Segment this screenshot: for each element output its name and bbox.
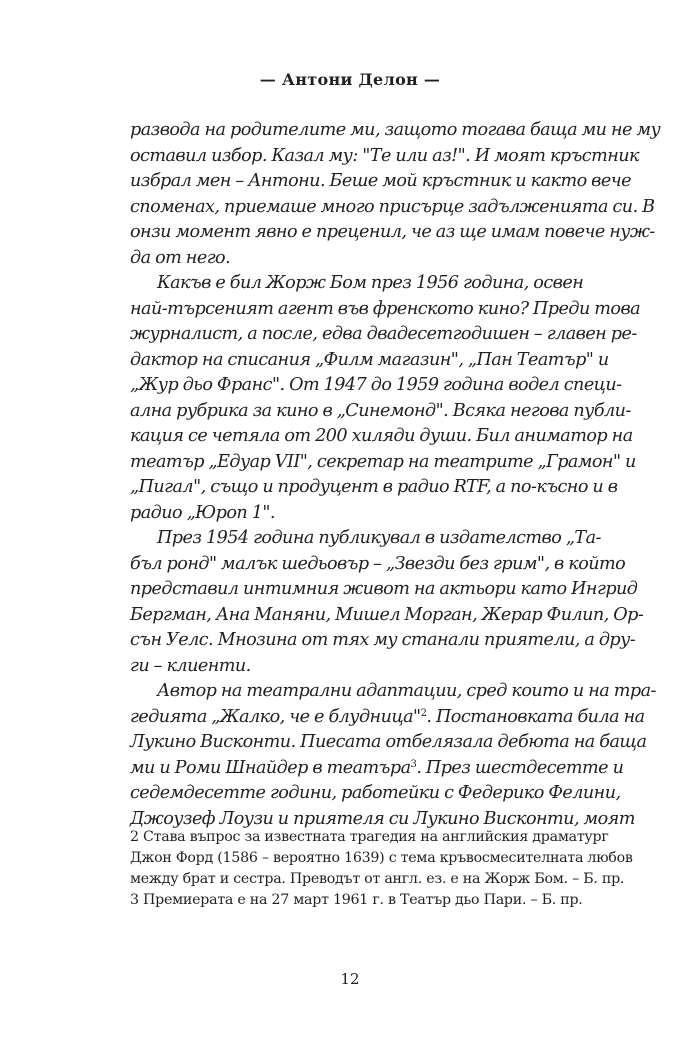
paragraph-start-line <box>130 271 584 297</box>
footnote-line: между брат и сестра. Преводът от англ. ез. е на Жорж Бом. – Б. пр. <box>130 871 625 887</box>
body-line: избрал мен – Антони. Беше мой кръстник и както вече <box>130 171 631 191</box>
body-line-text: Автор на театрални адаптации, сред които и на тра- <box>157 681 656 701</box>
body-text <box>130 118 661 832</box>
footnotes <box>130 827 633 911</box>
body-line: седемдесетте години, работейки с Федерико Фелини, <box>130 783 621 803</box>
body-line-text: . Постановката била на <box>426 706 645 727</box>
body-line: споменах, приемаше много присърце задълженията си. В <box>130 196 655 217</box>
body-line: Джоузеф Лоузи и приятеля си Лукино Висконти, моят <box>130 808 635 829</box>
body-line: театър „Едуар VII", секретар на театрите „Грамон" и <box>130 451 636 472</box>
footnote-line: Джон Форд (1586 – вероятно 1639) с тема кръвосмесителната любов <box>130 850 633 866</box>
body-line: сън Уелс. Мнозина от тях му станали приятели, а дру- <box>130 630 636 650</box>
body-line: кация се четяла от 200 хиляди души. Бил аниматор на <box>130 426 633 446</box>
body-line: да от него. <box>130 247 231 268</box>
body-line: „Пигал", също и продуцент в радио RTF, а по-късно и в <box>130 477 618 497</box>
body-line: дактор на списания „Филм магазин", „Пан Театър" и <box>130 349 609 370</box>
body-line: най-търсеният агент във френското кино? Преди това <box>130 298 641 319</box>
body-line: ги – клиенти. <box>130 655 251 676</box>
body-line: журналист, а после, едва двадесетгодишен – главен ре- <box>130 324 637 344</box>
page-number: 12 <box>340 970 360 988</box>
body-line-with-footnote <box>130 756 624 782</box>
body-line: „Жур дьо Франс". От 1947 до 1959 година водел специ- <box>130 375 622 395</box>
body-line: радио „Юроп 1". <box>130 502 275 523</box>
footnote-line: 3 Премиерата е на 27 март 1961 г. в Театър дьо Пари. – Б. пр. <box>130 892 583 908</box>
body-line: онзи момент явно е преценил, че аз ще имам повече нуж- <box>130 222 655 242</box>
body-line: ална рубрика за кино в „Синемонд". Всяка негова публи- <box>130 400 631 421</box>
body-line: развода на родителите ми, защото тогава баща ми не му <box>130 120 661 140</box>
footnote-ref-2[interactable]: 2 <box>420 707 427 719</box>
body-line-text: . През шестдесетте и <box>416 757 624 778</box>
body-line: Бергман, Ана Маняни, Мишел Морган, Жерар Филип, Ор- <box>130 604 644 625</box>
footnote-ref-3[interactable]: 3 <box>410 758 417 770</box>
footnote-line: 2 Става въпрос за известната трагедия на английския драматург <box>130 829 609 845</box>
body-line-text: През 1954 година публикувал в издателство „Та- <box>157 528 601 548</box>
running-head: — Антони Делон — <box>259 70 441 89</box>
body-line-text: гедията „Жалко, че е блудница" <box>130 706 421 727</box>
paragraph-start-line <box>130 526 601 552</box>
body-line-text: Какъв е бил Жорж Бом през 1956 година, освен <box>157 273 584 293</box>
body-line: оставил избор. Казал му: "Те или аз!". И моят кръстник <box>130 145 640 166</box>
paragraph-start-line <box>130 679 656 705</box>
body-line: Лукино Висконти. Пиесата отбелязала дебюта на баща <box>130 732 647 752</box>
body-line-text: ми и Роми Шнайдер в театъра <box>130 757 411 778</box>
body-line: бъл ронд" малък шедьовър – „Звезди без грим", в който <box>130 553 626 574</box>
body-line: представил интимния живот на актьори като Ингрид <box>130 579 638 599</box>
body-line-with-footnote <box>130 705 645 731</box>
